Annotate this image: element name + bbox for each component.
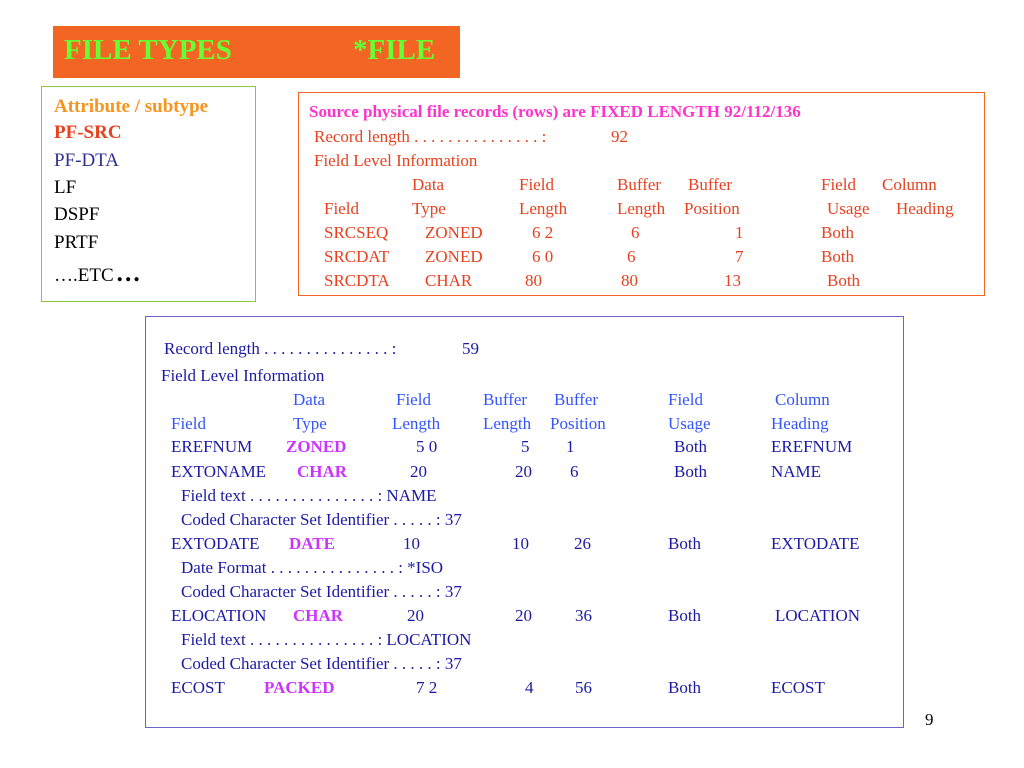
table-cell: Both <box>821 223 855 242</box>
column-header: Field <box>396 390 431 409</box>
table-cell: 20 <box>410 462 427 481</box>
table-cell: EXTONAME <box>171 462 267 481</box>
table-cell: NAME <box>771 462 822 481</box>
column-header: Field <box>171 414 206 433</box>
column-header: Type <box>412 199 446 218</box>
column-header: Length <box>392 414 441 433</box>
table-cell: SRCDAT <box>324 247 390 266</box>
table-cell: Both <box>668 606 702 625</box>
table-cell: 6 2 <box>532 223 554 242</box>
table-cell: 20 <box>515 606 532 625</box>
record-length-value: 59 <box>462 339 479 358</box>
table-cell: ZONED <box>425 247 483 266</box>
column-header: Heading <box>896 199 954 218</box>
table-cell: EREFNUM <box>771 437 853 456</box>
table-cell: Both <box>674 437 708 456</box>
column-header: Column <box>775 390 830 409</box>
table-cell: 10 <box>512 534 529 553</box>
table-cell: ECOST <box>171 678 225 697</box>
column-header: Position <box>684 199 740 218</box>
table-cell: 6 <box>570 462 579 481</box>
subtype-item: PF-SRC <box>54 122 122 143</box>
ccsid-line: Coded Character Set Identifier . . . . . : 37 <box>181 582 462 601</box>
column-header: Buffer <box>483 390 528 409</box>
table-cell: 6 <box>631 223 640 242</box>
table-cell: 4 <box>525 678 534 697</box>
column-header: Field <box>324 199 359 218</box>
table-cell: EXTODATE <box>171 534 260 553</box>
table-cell: Both <box>821 247 855 266</box>
slide-title-file: *FILE <box>353 34 436 66</box>
table-cell: Both <box>674 462 708 481</box>
page-number: 9 <box>925 710 934 729</box>
field-level-label: Field Level Information <box>314 151 478 170</box>
column-header: Position <box>550 414 606 433</box>
record-length-label: Record length . . . . . . . . . . . . . . . : <box>314 127 547 146</box>
column-header: Data <box>293 390 326 409</box>
table-cell: 20 <box>515 462 532 481</box>
column-header: Column <box>882 175 937 194</box>
table-cell: 1 <box>735 223 744 242</box>
subtype-list <box>41 86 256 302</box>
table-cell: 7 2 <box>416 678 438 697</box>
table-cell-type: CHAR <box>297 462 348 481</box>
table-cell: 36 <box>575 606 592 625</box>
table-cell: Both <box>668 534 702 553</box>
table-cell: 80 <box>621 271 638 290</box>
subtype-heading: Attribute / subtype <box>54 96 209 117</box>
table-cell: EXTODATE <box>771 534 860 553</box>
table-cell: 7 <box>735 247 744 266</box>
table-cell-type: PACKED <box>264 678 335 697</box>
table-cell: CHAR <box>425 271 473 290</box>
table-cell: 1 <box>566 437 575 456</box>
table-cell: ECOST <box>771 678 825 697</box>
column-header: Length <box>617 199 666 218</box>
table-cell: 20 <box>407 606 424 625</box>
field-text-line: Field text . . . . . . . . . . . . . . . : NAME <box>181 486 437 505</box>
title-banner <box>53 26 460 78</box>
table-cell: ELOCATION <box>171 606 267 625</box>
column-header: Type <box>293 414 327 433</box>
ccsid-line: Coded Character Set Identifier . . . . . : 37 <box>181 510 462 529</box>
column-header: Length <box>483 414 532 433</box>
table-cell: SRCSEQ <box>324 223 389 242</box>
source-file-panel <box>298 92 985 296</box>
column-header: Buffer <box>688 175 733 194</box>
subtype-etc: ….ETC… <box>54 260 141 287</box>
table-cell-type: DATE <box>289 534 335 553</box>
column-header: Field <box>668 390 703 409</box>
column-header: Field <box>519 175 554 194</box>
field-text-line: Field text . . . . . . . . . . . . . . . : LOCATION <box>181 630 472 649</box>
subtype-item: PF-DTA <box>54 150 119 171</box>
field-level-label: Field Level Information <box>161 366 325 385</box>
column-header: Field <box>821 175 856 194</box>
date-format-line: Date Format . . . . . . . . . . . . . . . : *ISO <box>181 558 444 577</box>
table-cell-type: CHAR <box>293 606 344 625</box>
table-cell: 5 <box>521 437 530 456</box>
column-header: Data <box>412 175 445 194</box>
record-length-value: 92 <box>611 127 628 146</box>
column-header: Buffer <box>554 390 599 409</box>
source-heading: Source physical file records (rows) are FIXED LENGTH 92/112/136 <box>309 102 801 121</box>
table-cell-type: ZONED <box>286 437 347 456</box>
table-cell: LOCATION <box>775 606 860 625</box>
subtype-item: DSPF <box>54 204 100 225</box>
table-cell: 6 0 <box>532 247 554 266</box>
field-detail-panel <box>145 316 904 728</box>
table-cell: 10 <box>403 534 420 553</box>
table-cell: 5 0 <box>416 437 438 456</box>
column-header: Buffer <box>617 175 662 194</box>
subtype-item: PRTF <box>54 232 99 253</box>
table-cell: Both <box>668 678 702 697</box>
ccsid-line: Coded Character Set Identifier . . . . . : 37 <box>181 654 462 673</box>
table-cell: 13 <box>724 271 741 290</box>
slide-title: FILE TYPES <box>64 34 232 66</box>
column-header: Length <box>519 199 568 218</box>
table-cell: 56 <box>575 678 592 697</box>
column-header: Heading <box>771 414 829 433</box>
table-cell: 26 <box>574 534 591 553</box>
column-header: Usage <box>827 199 870 218</box>
table-cell: ZONED <box>425 223 483 242</box>
column-header: Usage <box>668 414 711 433</box>
record-length-label: Record length . . . . . . . . . . . . . . . : <box>164 339 397 358</box>
table-cell: Both <box>827 271 861 290</box>
table-cell: EREFNUM <box>171 437 253 456</box>
subtype-item: LF <box>54 177 77 198</box>
table-cell: SRCDTA <box>324 271 390 290</box>
table-cell: 80 <box>525 271 542 290</box>
table-cell: 6 <box>627 247 636 266</box>
